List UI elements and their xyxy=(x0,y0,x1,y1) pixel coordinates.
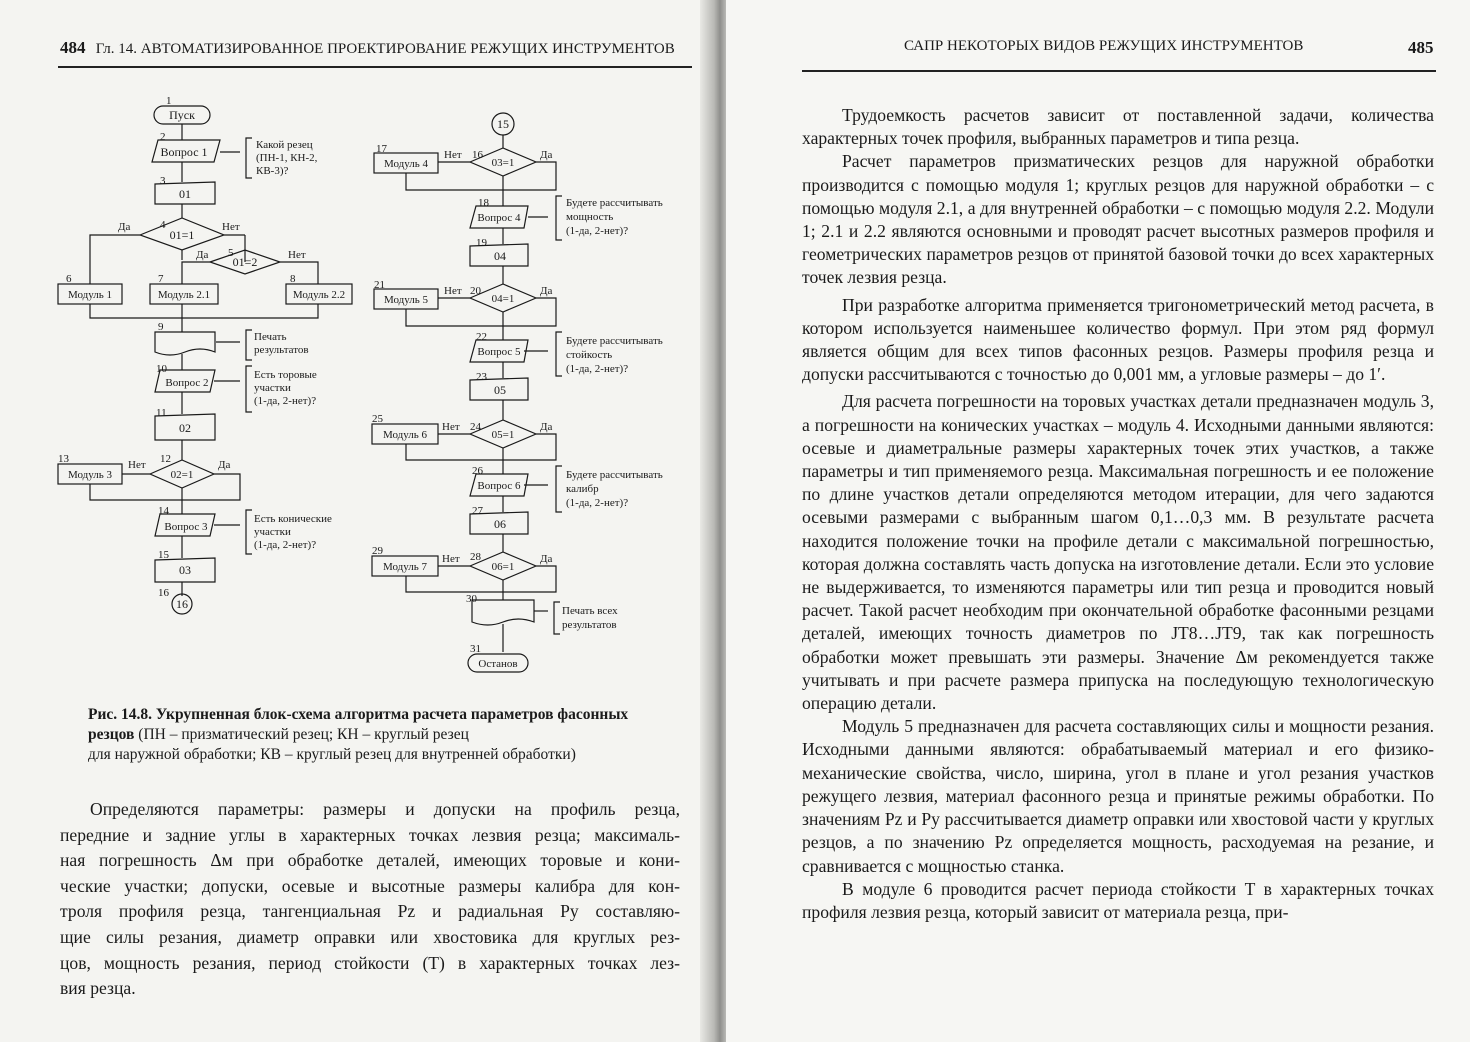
left-page xyxy=(0,0,712,1042)
step-number: 9 xyxy=(158,321,164,333)
no-label: Нет xyxy=(444,149,462,161)
left-chapter-title: Гл. 14. АВТОМАТИЗИРОВАННОЕ ПРОЕКТИРОВАНИЕ РЕЖУЩИХ ИНСТРУМЕНТОВ xyxy=(95,41,675,57)
q5-note-line: (1-да, 2-нет)? xyxy=(566,363,629,375)
decision-01-1: 01=1 xyxy=(169,228,195,242)
decision-02-1: 02=1 xyxy=(170,469,194,481)
right-page xyxy=(726,0,1470,1042)
step-number: 24 xyxy=(470,421,481,433)
module-2-2: Модуль 2.2 xyxy=(292,289,346,301)
step-number: 15 xyxy=(158,549,169,561)
caption-legend-line: для наружной обработки; КВ – круглый резец для внутренней обработки) xyxy=(88,746,576,763)
no-label: Нет xyxy=(444,285,462,297)
step-number: 5 xyxy=(228,247,234,259)
yes-label: Да xyxy=(540,421,553,433)
q1-note-line: (ПН-1, КН-2, xyxy=(256,152,318,164)
step-number: 4 xyxy=(160,219,166,231)
print-all-note-line: результатов xyxy=(562,619,617,631)
step-number: 16 xyxy=(472,149,483,161)
flowchart xyxy=(0,0,712,700)
body-line: ная погрешность Δм при обработке деталей, имеющих торовые и кони- xyxy=(60,850,680,871)
input-03: 03 xyxy=(179,563,191,577)
step-number: 19 xyxy=(476,237,487,249)
question-5: Вопрос 5 xyxy=(477,346,521,358)
right-body-text xyxy=(802,104,1434,924)
step-number: 25 xyxy=(372,413,383,425)
input-04: 04 xyxy=(494,249,506,263)
step-number: 31 xyxy=(470,643,481,655)
step-number: 3 xyxy=(160,175,166,187)
module-5: Модуль 5 xyxy=(383,294,429,306)
step-number: 1 xyxy=(166,95,172,107)
step-number: 6 xyxy=(66,273,72,285)
step-number: 22 xyxy=(476,331,487,343)
q4-note-line: мощность xyxy=(566,211,614,223)
no-label: Нет xyxy=(128,459,146,471)
paragraph: При разработке алгоритма применяется тригонометрический метод расчета, в котором используется наименьшее количество формул. При этом ряд формул является общим для всех типов фасонных резцов. Размеры профиля резца и допуски рассчитываются с точностью до 0,001 мм, а угловые размеры – до 1′. xyxy=(802,294,1434,385)
module-6: Модуль 6 xyxy=(382,429,428,441)
step-number: 8 xyxy=(290,273,296,285)
step-number: 21 xyxy=(374,279,385,291)
decision-06-1: 06=1 xyxy=(491,561,515,573)
step-number: 7 xyxy=(158,273,164,285)
paragraph: Расчет параметров призматических резцов для наружной обработки производится с помощью модуля 1; круглых резцов для наружной обработки – с помощью модуля 2.1, а для внутренней обработки – с помощью модуля 2.2. Модули 1; 2.1 и 2.2 являются основными и проводят расчет высотных размеров профиля и геометрических параметров резцов от принятой базовой точки до всех характерных точек лезвия резца. xyxy=(802,151,1434,288)
no-label: Нет xyxy=(442,421,460,433)
step-number: 28 xyxy=(470,551,481,563)
question-1: Вопрос 1 xyxy=(160,145,208,159)
step-number: 13 xyxy=(58,453,69,465)
step-number: 23 xyxy=(476,371,487,383)
no-label: Нет xyxy=(442,553,460,565)
question-4: Вопрос 4 xyxy=(477,212,521,224)
step-number: 12 xyxy=(160,453,171,465)
q6-note-line: калибр xyxy=(566,483,599,495)
connector-15: 15 xyxy=(497,117,509,131)
question-3: Вопрос 3 xyxy=(164,521,208,533)
q6-note-line: (1-да, 2-нет)? xyxy=(566,497,629,509)
print-note-line: Печать xyxy=(254,331,287,343)
module-7: Модуль 7 xyxy=(382,561,428,573)
q4-note-line: Будете рассчитывать xyxy=(566,197,663,209)
figure-caption xyxy=(88,705,648,765)
q5-note-line: стойкость xyxy=(566,349,613,361)
step-number: 30 xyxy=(466,593,477,605)
q6-note-line: Будете рассчитывать xyxy=(566,469,663,481)
yes-label: Да xyxy=(118,221,131,233)
decision-03-1: 03=1 xyxy=(491,157,515,169)
step-number: 26 xyxy=(472,465,483,477)
q3-note-line: Есть конические xyxy=(254,513,332,525)
module-4: Модуль 4 xyxy=(383,158,429,170)
left-body-text xyxy=(60,797,680,1002)
right-running-head: САПР НЕКОТОРЫХ ВИДОВ РЕЖУЩИХ ИНСТРУМЕНТОВ xyxy=(904,38,1304,54)
right-header-rule xyxy=(802,70,1436,72)
step-number: 2 xyxy=(160,131,166,143)
input-02: 02 xyxy=(179,421,191,435)
no-label: Нет xyxy=(288,249,306,261)
q1-note-line: Какой резец xyxy=(256,139,313,151)
paragraph: Трудоемкость расчетов зависит от поставленной задачи, количества характерных точек профиля, выбранных параметров и типа резца. xyxy=(802,105,1434,149)
no-label: Нет xyxy=(222,221,240,233)
step-number: 18 xyxy=(478,197,489,209)
paragraph: В модуле 6 проводится расчет периода стойкости T в характерных точках профиля лезвия резца, который зависит от материала резца, при- xyxy=(802,878,1434,922)
step-number: 29 xyxy=(372,545,383,557)
module-3: Модуль 3 xyxy=(67,469,113,481)
step-number: 27 xyxy=(472,505,483,517)
step-number: 16 xyxy=(158,587,169,599)
module-1: Модуль 1 xyxy=(67,289,113,301)
paragraph: Для расчета погрешности на торовых участках детали предназначен модуль 3, а погрешности на конических участках – модуль 4. Исходными данными являются: осевые и диаметральные размеры характерных точек этих участков, а также параметры и тип применяемого резца. Максимальная погрешность и ее положение по длине участков детали определяются методом итерации, для чего задаются осевыми размерами с выбранным шагом 0,1…0,3 мм. В результате расчета находится положение точки на профиле детали с максимальной погрешностью, которая должна составлять часть допуска на изготовление детали. Если это условие не выдерживается, то изменяются параметры или тип резца и проводится новый расчет. Такой расчет необходим при окончательной обработке фасонными резцами деталей, имеющих точность диаметров по JT8…JT9, так как погрешность обработки может превышать эти размеры. Значение Δм рекомендуется также учитывать и при расчете размера припуска на последующую технологическую операцию детали. xyxy=(802,391,1434,714)
yes-label: Да xyxy=(540,285,553,297)
q3-note-line: (1-да, 2-нет)? xyxy=(254,539,317,551)
input-06: 06 xyxy=(494,517,506,531)
yes-label: Да xyxy=(540,553,553,565)
step-number: 14 xyxy=(158,505,169,517)
start-terminator: Пуск xyxy=(169,108,195,122)
body-line: вия резца. xyxy=(60,978,136,999)
body-line: цов, мощность резания, период стойкости (T) в характерных точках лез- xyxy=(60,952,680,973)
step-number: 10 xyxy=(156,363,167,375)
step-number: 11 xyxy=(156,407,167,419)
module-2-1: Модуль 2.1 xyxy=(157,289,211,301)
input-01: 01 xyxy=(179,187,191,201)
body-line: щие силы резания, диаметр оправки или хвостовика для круглых рез- xyxy=(60,926,680,947)
q3-note-line: участки xyxy=(254,526,291,538)
q2-note-line: Есть торовые xyxy=(254,369,317,381)
print-note-line: результатов xyxy=(254,344,309,356)
body-line: Определяются параметры: размеры и допуски на профиль резца, xyxy=(90,799,680,819)
body-line: троля профиля резца, тангенциальная Pz и радиальная Py составляю- xyxy=(60,901,680,922)
yes-label: Да xyxy=(540,149,553,161)
step-number: 20 xyxy=(470,285,481,297)
q2-note-line: участки xyxy=(254,382,291,394)
right-page-number: 485 xyxy=(1408,38,1434,57)
left-page-number: 484 xyxy=(60,38,86,57)
caption-legend: (ПН – призматический резец; КН – круглый резец xyxy=(134,726,469,743)
decision-04-1: 04=1 xyxy=(491,293,515,305)
caption-title: Рис. 14.8. Укрупненная блок-схема алгоритма расчета параметров фасонных резцов xyxy=(88,706,629,743)
step-number: 17 xyxy=(376,143,387,155)
decision-05-1: 05=1 xyxy=(491,429,515,441)
stop-terminator: Останов xyxy=(478,658,518,670)
yes-label: Да xyxy=(218,459,231,471)
question-2: Вопрос 2 xyxy=(165,377,209,389)
connector-16: 16 xyxy=(176,597,188,611)
q2-note-line: (1-да, 2-нет)? xyxy=(254,395,317,407)
q4-note-line: (1-да, 2-нет)? xyxy=(566,225,629,237)
decision-01-2: 01=2 xyxy=(232,255,258,269)
paragraph: Модуль 5 предназначен для расчета составляющих силы и мощности резания. Исходными данными являются: обрабатываемый материал и его физико-механические свойства, число, ширина, угол в плане и угол резания участков режущего лезвия, материал фасонного резца и принятые режимы обработки. По значениям Pz и Py рассчитывается диаметр оправки или хвостовой части у круглых резцов, а по значению Pz определяется мощность, расходуемая на резание, и сравнивается с мощностью станка. xyxy=(802,716,1434,876)
body-line: ческие участки; допуски, осевые и высотные размеры калибра для кон- xyxy=(60,875,680,896)
yes-label: Да xyxy=(196,249,209,261)
input-05: 05 xyxy=(494,383,506,397)
question-6: Вопрос 6 xyxy=(477,480,521,492)
body-line: передние и задние углы в характерных точках лезвия резца; максималь- xyxy=(60,824,680,845)
q5-note-line: Будете рассчитывать xyxy=(566,335,663,347)
print-all-note-line: Печать всех xyxy=(562,605,618,617)
q1-note-line: КВ-3)? xyxy=(256,165,289,177)
